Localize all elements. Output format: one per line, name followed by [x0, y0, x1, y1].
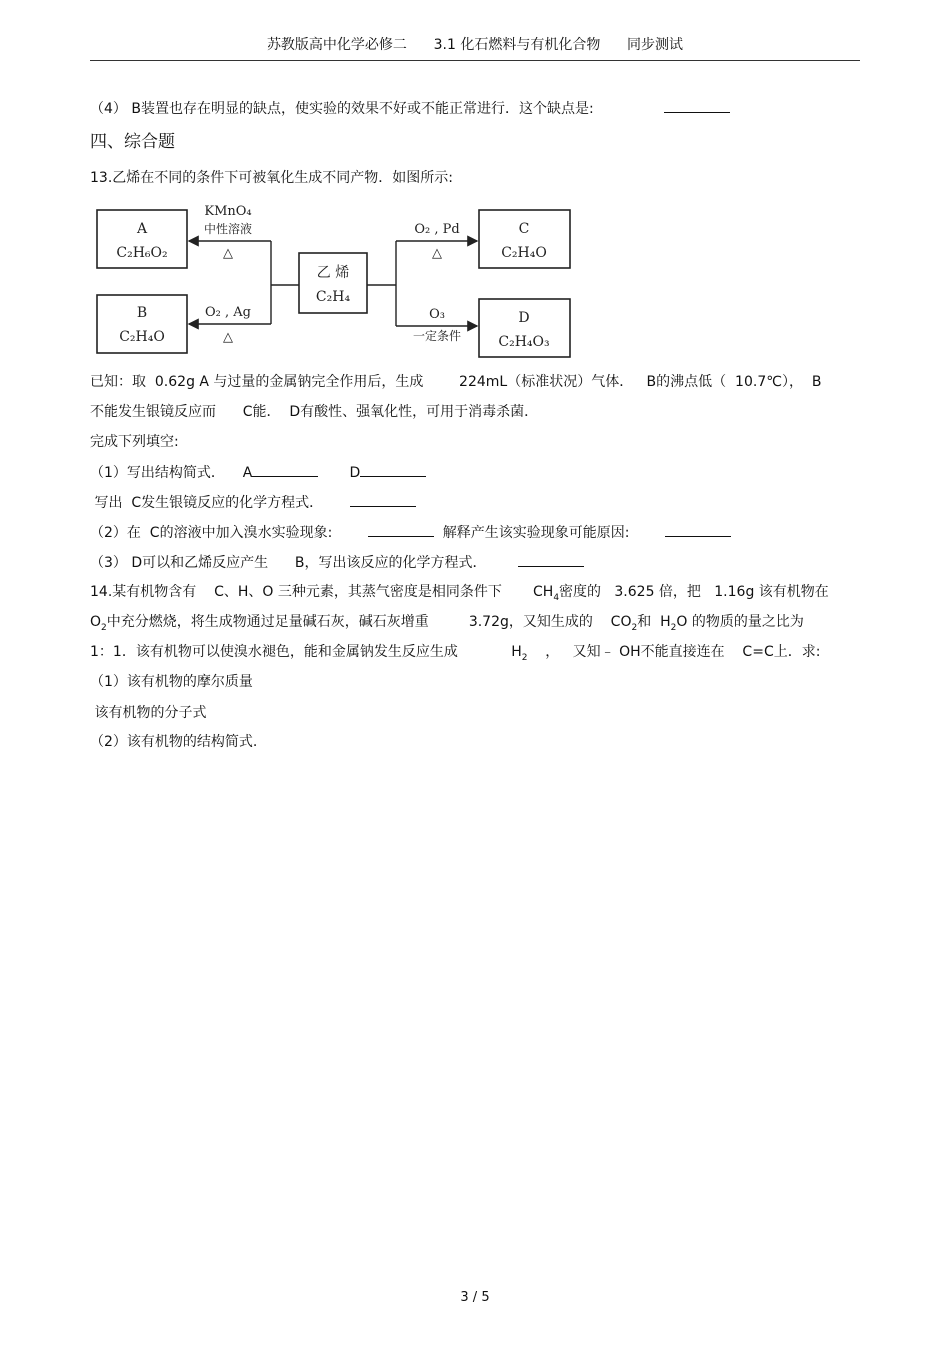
c-condition: △ [432, 246, 442, 261]
q14-o2-sub: 2 [101, 622, 107, 633]
q14-line2-b: 和 H [637, 614, 671, 630]
answer-blank-reason[interactable] [665, 522, 731, 537]
q13-part1b-text: 写出 C发生银镜反应的化学方程式． [90, 495, 350, 511]
q14-line1-b: 密度的 3.625 倍，把 1.16g 该有机物在 [559, 584, 829, 600]
q14-h2o-sub: 2 [670, 622, 677, 633]
q14-part1b: 该有机物的分子式 [90, 705, 207, 721]
q13-part2-prefix: （2）在 C的溶液中加入溴水实验现象: [90, 525, 368, 541]
q14-h2-sub: 2 [521, 652, 528, 663]
a-reagent-top: KMnO₄ [204, 204, 252, 219]
q13-part2-mid: 解释产生该实验现象可能原因: [433, 525, 666, 541]
q14-line2-c: O 的物质的量之比为 [676, 614, 804, 630]
q14-o2: O [90, 614, 102, 630]
q13-part3-prefix: （3） D可以和乙烯反应产生 B，写出该反应的化学方程式． [90, 555, 518, 571]
d-reagent: O₃ [429, 307, 445, 322]
q14-part2: （2）该有机物的结构简式. [90, 734, 258, 750]
q13-part1b [90, 492, 416, 513]
q13-known-line2: 不能发生银镜反应而 C能． D有酸性、强氧化性，可用于消毒杀菌． [90, 404, 539, 420]
d-formula: C₂H₄O₃ [498, 334, 550, 350]
q14-part1: （1）该有机物的摩尔质量 [90, 674, 253, 690]
q13-complete: 完成下列填空: [90, 434, 179, 450]
reaction-diagram [90, 197, 580, 366]
answer-blank-phenomenon[interactable] [368, 522, 434, 537]
d-condition: 一定条件 [412, 329, 462, 343]
b-label: B [136, 305, 148, 321]
q12-item4 [90, 98, 730, 119]
q14-line1-a: 14.某有机物含有 C、H、O 三种元素，其蒸气密度是相同条件下 [90, 584, 533, 600]
q14-ch4-sub: 4 [553, 592, 560, 603]
q13-part3 [90, 552, 584, 573]
page-number: 3 / 5 [460, 1290, 490, 1305]
q14-co2-sub: 2 [631, 622, 638, 633]
center-formula: C₂H₄ [315, 289, 351, 305]
c-formula: C₂H₄O [501, 245, 547, 261]
center-name: 乙 烯 [316, 265, 350, 281]
c-reagent: O₂ , Pd [414, 222, 460, 237]
q14-line1 [90, 582, 829, 608]
q14-line2 [90, 612, 804, 638]
d-label: D [518, 310, 530, 326]
page-header: 苏教版高中化学必修二 3.1 化石燃料与有机化合物 同步测试 [266, 37, 684, 53]
answer-blank-d[interactable] [360, 462, 426, 477]
q13-intro: 13.乙烯在不同的条件下可被氧化生成不同产物．如图所示: [90, 170, 453, 186]
q14-ch4: CH [533, 584, 554, 600]
a-label: A [136, 221, 148, 237]
b-reagent: O₂ , Ag [205, 305, 251, 320]
q13-part1 [90, 462, 426, 483]
answer-blank-c[interactable] [350, 492, 416, 507]
a-formula: C₂H₆O₂ [116, 245, 168, 261]
q14-line2-a: 中充分燃烧，将生成物通过足量碱石灰，碱石灰增重 3.72g，又知生成的 CO [106, 614, 632, 630]
c-label: C [518, 221, 530, 237]
q14-line3 [90, 642, 820, 668]
header-rule [90, 60, 860, 61]
q13-part1-mid: D [318, 465, 361, 481]
section-title: 四、综合题 [90, 132, 175, 152]
q14-line3-a: 1：1．该有机物可以使溴水褪色，能和金属钠发生反应生成 H [90, 644, 522, 660]
b-condition: △ [223, 330, 233, 345]
q12-item4-text: （4） B装置也存在明显的缺点，使实验的效果不好或不能正常进行．这个缺点是: [90, 101, 594, 117]
a-condition: △ [223, 246, 233, 261]
b-formula: C₂H₄O [119, 329, 165, 345]
answer-blank-a[interactable] [252, 462, 318, 477]
answer-blank-equation[interactable] [518, 552, 584, 567]
q13-known-line1: 已知：取 0.62g A 与过量的金属钠完全作用后，生成 224mL（标准状况）气体． B的沸点低（ 10.7℃）， B [90, 374, 822, 390]
a-reagent-bottom: 中性溶液 [203, 222, 253, 236]
q14-line3-b: ， 又知﹣ OH不能直接连在 C=C上．求: [527, 644, 821, 660]
q13-part2 [90, 522, 731, 543]
q13-part1-prefix: （1）写出结构简式． A [90, 465, 253, 481]
answer-blank[interactable] [664, 98, 730, 113]
